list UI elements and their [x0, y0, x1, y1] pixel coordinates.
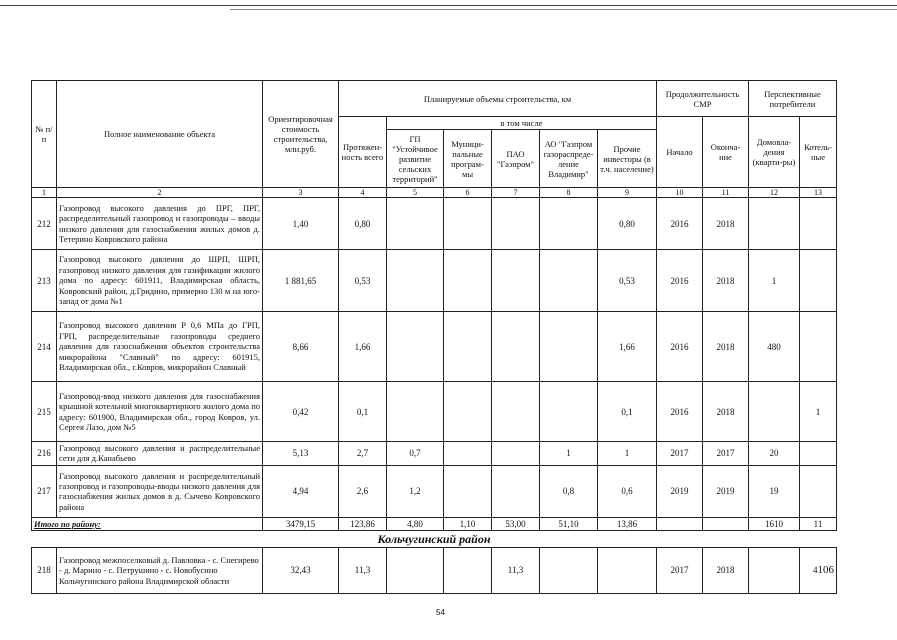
row-muni [444, 312, 492, 382]
row-end: 2018 [703, 198, 749, 250]
row-pao [492, 465, 540, 517]
row-start: 2019 [657, 465, 703, 517]
top-rule [0, 5, 897, 6]
row-ao [540, 312, 598, 382]
row-end: 2018 [703, 382, 749, 442]
row-start: 2016 [657, 312, 703, 382]
row-end: 2017 [703, 442, 749, 466]
row-cost: 0,42 [263, 382, 339, 442]
row-ao [540, 547, 598, 593]
row-start: 2017 [657, 442, 703, 466]
row-ao [540, 250, 598, 312]
total-end [703, 517, 749, 530]
total-length: 123,86 [339, 517, 387, 530]
row-end: 2018 [703, 547, 749, 593]
row-pao [492, 250, 540, 312]
colnum-cell: 1 [32, 188, 57, 198]
row-ao: 0,8 [540, 465, 598, 517]
row-pao [492, 442, 540, 466]
page-number: 54 [436, 608, 445, 617]
row-gp [387, 198, 444, 250]
row-cost: 1,40 [263, 198, 339, 250]
row-length: 0,80 [339, 198, 387, 250]
table-row [32, 547, 837, 593]
row-other: 1,66 [598, 312, 657, 382]
row-gp: 1,2 [387, 465, 444, 517]
header-consumers: Перспективные потребители [749, 81, 837, 117]
header-muni: Муници-пальные програм-мы [444, 130, 492, 188]
row-houses [749, 382, 800, 442]
colnum-cell: 13 [800, 188, 837, 198]
row-pao [492, 312, 540, 382]
row-muni [444, 442, 492, 466]
header-no: № п/п [32, 81, 57, 188]
row-length: 0,53 [339, 250, 387, 312]
row-muni [444, 198, 492, 250]
colnum-cell: 5 [387, 188, 444, 198]
row-boilers [800, 465, 837, 517]
total-label: Итого по району: [32, 517, 263, 530]
header-start: Начало [657, 117, 703, 188]
row-boilers: 1 [800, 382, 837, 442]
header-end: Оконча-ние [703, 117, 749, 188]
row-name: Газопровод высокого давления Р 0,6 МПа до ГРП, ГРП, распределительные газопроводы среднего давления для газоснабжения объектов строительства микрорайона "Славный" по адресу: 601915, Владимирская обл., г.Ковров, микрорайон Славный [57, 312, 263, 382]
row-no: 212 [32, 198, 57, 250]
handwritten-mark: 106 [817, 564, 834, 577]
row-houses [749, 198, 800, 250]
row-name: Газопровод межпоселковый д. Павловка - с. Снегирево - д. Марино - с. Петрушино - с. Новобусино Кольчугинского района Владимирской области [57, 547, 263, 593]
row-end: 2018 [703, 250, 749, 312]
row-other: 0,53 [598, 250, 657, 312]
colnum-cell: 7 [492, 188, 540, 198]
row-pao [492, 198, 540, 250]
row-muni [444, 250, 492, 312]
row-pao: 11,3 [492, 547, 540, 593]
row-no: 216 [32, 442, 57, 466]
colnum-cell: 10 [657, 188, 703, 198]
row-name: Газопровод высокого давления до ПРГ, ПРГ, распределительный газопровод и газопроводы – вводы низкого давления для газоснабжения жилых домов д. Тетерино Ковровского района [57, 198, 263, 250]
row-cost: 5,13 [263, 442, 339, 466]
total-ao: 51,10 [540, 517, 598, 530]
total-muni: 1,10 [444, 517, 492, 530]
row-other: 0,6 [598, 465, 657, 517]
row-cost: 32,43 [263, 547, 339, 593]
row-boilers-value: 4 [813, 565, 818, 576]
row-gp: 0,7 [387, 442, 444, 466]
row-name: Газопровод высокого давления и распределительные сети для д.Канабьево [57, 442, 263, 466]
row-name: Газопровод высокого давления и распределительный газопровод и газопроводы-вводы низкого давления для газоснабжения жилых домов в д. Сычево Ковровского района [57, 465, 263, 517]
header-cost: Ориентировочная стоимость строительства, млн.руб. [263, 81, 339, 188]
row-pao [492, 382, 540, 442]
table-row [32, 382, 837, 442]
row-no: 215 [32, 382, 57, 442]
total-other: 13,86 [598, 517, 657, 530]
header-name: Полное наименование объекта [57, 81, 263, 188]
colnum-cell: 8 [540, 188, 598, 198]
top-rule-secondary [230, 9, 897, 10]
row-boilers [800, 442, 837, 466]
row-gp [387, 250, 444, 312]
total-boilers: 11 [800, 517, 837, 530]
row-start: 2016 [657, 250, 703, 312]
colnum-cell: 12 [749, 188, 800, 198]
table-row [32, 442, 837, 466]
row-start: 2017 [657, 547, 703, 593]
row-cost: 4,94 [263, 465, 339, 517]
region-row [32, 530, 837, 547]
total-pao: 53,00 [492, 517, 540, 530]
colnum-cell: 6 [444, 188, 492, 198]
header-houses: Домовла-дения (кварти-ры) [749, 117, 800, 188]
header-ao: АО "Газпром газораспреде-ление Владимир" [540, 130, 598, 188]
row-houses: 480 [749, 312, 800, 382]
row-gp [387, 312, 444, 382]
row-length: 2,7 [339, 442, 387, 466]
row-length: 0,1 [339, 382, 387, 442]
header-boilers: Котель-ные [800, 117, 837, 188]
header-incl: в том числе [387, 117, 657, 130]
header-duration: Продолжительность СМР [657, 81, 749, 117]
table-row [32, 312, 837, 382]
row-no: 213 [32, 250, 57, 312]
row-name: Газопровод высокого давления до ШРП, ШРП, газопровод низкого давления для газификации жилого дома по адресу: 601911, Владимирская область, Ковровский район, д.Гридино, примерно 130 м на юго-запад от дома №1 [57, 250, 263, 312]
colnum-cell: 4 [339, 188, 387, 198]
table-row [32, 465, 837, 517]
total-houses: 1610 [749, 517, 800, 530]
row-houses: 1 [749, 250, 800, 312]
header-volumes: Планируемые объемы строительства, км [339, 81, 657, 117]
row-houses: 20 [749, 442, 800, 466]
row-name: Газопровод-ввод низкого давления для газоснабжения крышной котельной многоквартирного жилого дома по адресу: 601900, Владимирская обл., город Ковров, ул. Сергея Лазо, дом №5 [57, 382, 263, 442]
row-start: 2016 [657, 198, 703, 250]
row-ao: 1 [540, 442, 598, 466]
row-length: 2,6 [339, 465, 387, 517]
row-no: 214 [32, 312, 57, 382]
row-boilers [800, 198, 837, 250]
row-other: 0,80 [598, 198, 657, 250]
row-ao [540, 198, 598, 250]
header-length: Протяжен-ность всего [339, 117, 387, 188]
row-houses [749, 547, 800, 593]
column-numbers-row [32, 188, 837, 198]
row-start: 2016 [657, 382, 703, 442]
region-heading: Кольчугинский район [32, 530, 837, 547]
row-gp [387, 382, 444, 442]
colnum-cell: 11 [703, 188, 749, 198]
row-length: 11,3 [339, 547, 387, 593]
row-boilers [800, 312, 837, 382]
colnum-cell: 9 [598, 188, 657, 198]
row-muni [444, 465, 492, 517]
row-length: 1,66 [339, 312, 387, 382]
total-gp: 4,80 [387, 517, 444, 530]
row-boilers [800, 547, 837, 593]
total-cost: 3479,15 [263, 517, 339, 530]
row-cost: 1 881,65 [263, 250, 339, 312]
colnum-cell: 2 [57, 188, 263, 198]
row-end: 2018 [703, 312, 749, 382]
row-ao [540, 382, 598, 442]
row-end: 2019 [703, 465, 749, 517]
row-no: 217 [32, 465, 57, 517]
row-no: 218 [32, 547, 57, 593]
row-other: 1 [598, 442, 657, 466]
header-pao: ПАО "Газпром" [492, 130, 540, 188]
row-other: 0,1 [598, 382, 657, 442]
row-muni [444, 547, 492, 593]
construction-table [31, 80, 837, 594]
total-row [32, 517, 837, 530]
row-other [598, 547, 657, 593]
header-gp: ГП "Устойчивое развитие сельских территорий" [387, 130, 444, 188]
row-cost: 8,66 [263, 312, 339, 382]
total-start [657, 517, 703, 530]
row-muni [444, 382, 492, 442]
table-row [32, 250, 837, 312]
colnum-cell: 3 [263, 188, 339, 198]
table-row [32, 198, 837, 250]
row-houses: 19 [749, 465, 800, 517]
row-boilers [800, 250, 837, 312]
row-gp [387, 547, 444, 593]
header-other: Прочие инвесторы (в т.ч. население) [598, 130, 657, 188]
